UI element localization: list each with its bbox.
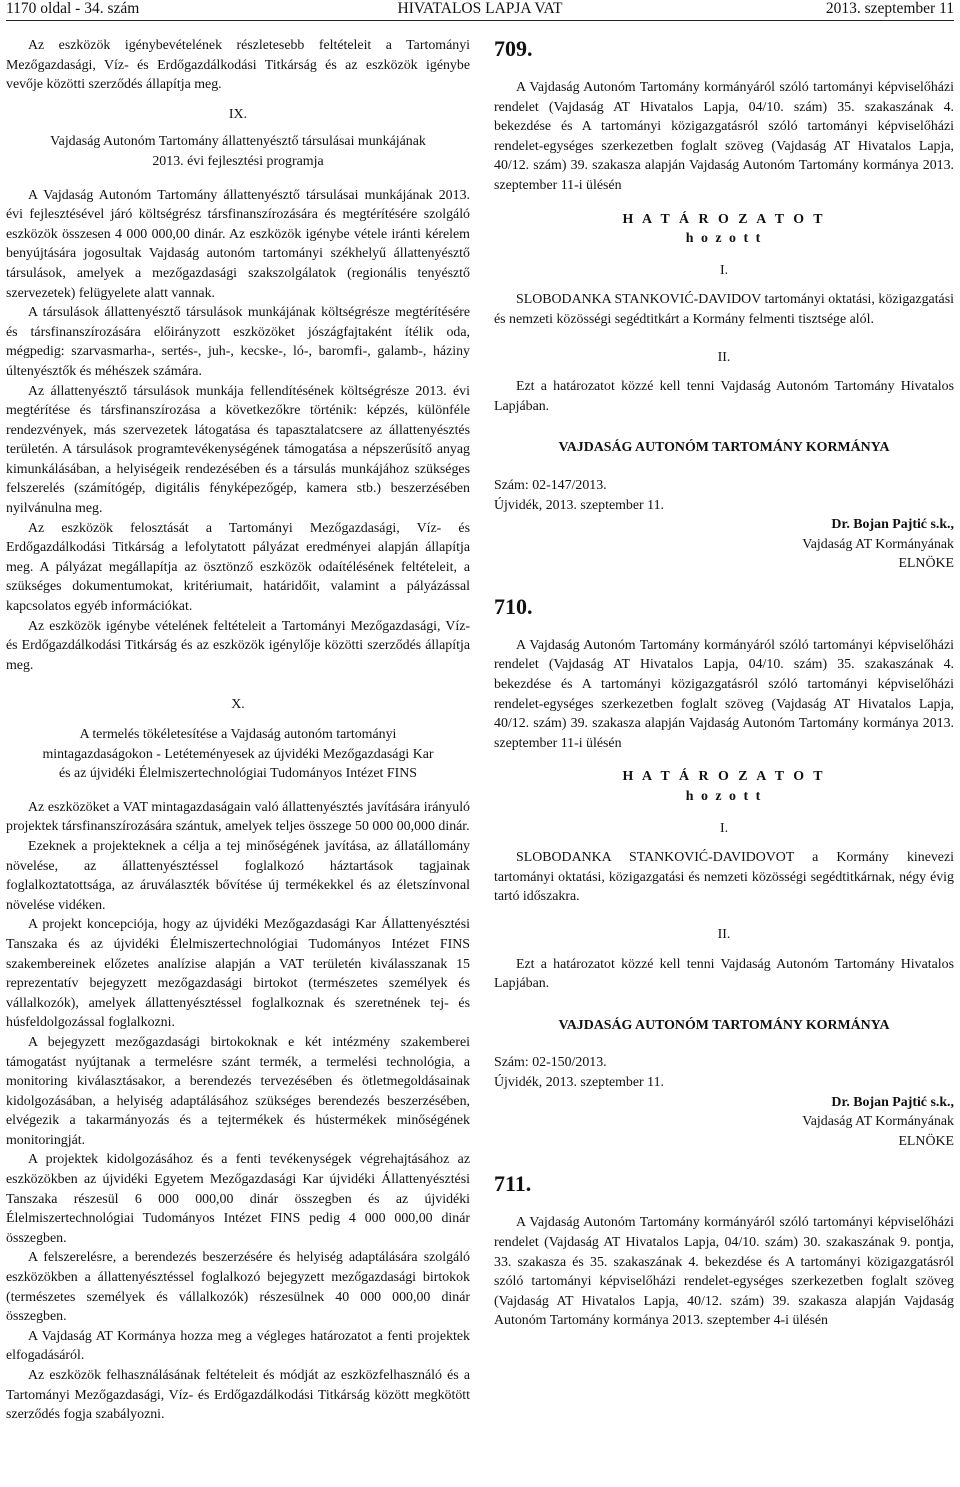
decree-710-signatory-title: ELNÖKE xyxy=(898,1133,954,1149)
decree-709-number: 709. xyxy=(494,36,533,61)
section-x-paragraph-1: Az eszközöket a VAT mintagazdaságain való állattenyésztés javítására irányuló projektek társfinanszírozására szántuk, amelyek teljes összege 50 000 00,000 dinár. xyxy=(6,799,470,835)
section-x-paragraph-3: A projekt koncepciója, hogy az újvidéki Mezőgazdasági Kar Állattenyésztési Tanszaka és az újvidéki Élelmiszertechnológiai Tudományos Intézet FINS szakembereinek előzetes analízise alapján a VAT területén kiválasszanak 15 reprezentatív bejegyzett mezőgazdasági birtokot (természetes személyek és vállalkozók), amelyek állattenyésztéssel foglalkoznak és szeretnének tej- és húsfeldolgozással foglalkozni. xyxy=(6,917,470,1031)
page-number: 1170 oldal - 34. szám xyxy=(6,0,140,17)
decree-710-signatory-role: Vajdaság AT Kormányának xyxy=(802,1114,954,1130)
intro-paragraph: Az eszközök igénybevételének részletesebb feltételeit a Tartományi Mezőgazdasági, Víz- és Erdőgazdálkodási Titkárság és az eszközök igénybe vevője közötti szerződés állapítja meg. xyxy=(6,38,470,93)
decree-709-preamble: A Vajdaság Autonóm Tartomány kormányáról szóló tartományi képviselőházi rendelet (Vajdaság AT Hivatalos Lapja, 04/10. szám) 35. szakaszának 4. bekezdése és A tartományi közigazgatásról szóló tartományi képviselőházi rendelet-egységes szerkezetben foglalt szöveg (Vajdaság AT Hivatalos Lapja, 40/12. szám) 39. szakasza alapján Vajdaság Autonóm Tartomány kormánya 2013. szeptember 11-i ülésén xyxy=(494,80,954,193)
decree-710-part-i-text: SLOBODANKA STANKOVIĆ-DAVIDOVOT a Kormány kinevezi tartományi oktatási, közigazgatási és nemzeti közösségi segédtitkárnak, négy évig tartó időszakra. xyxy=(494,850,954,905)
decree-709-part-i-number: I. xyxy=(719,262,729,278)
decree-710-part-ii-text: Ezt a határozatot közzé kell tenni Vajdaság Autonóm Tartomány Hivatalos Lapjában. xyxy=(494,956,954,992)
decree-710-preamble: A Vajdaság Autonóm Tartomány kormányáról szóló tartományi képviselőházi rendelet (Vajdaság AT Hivatalos Lapja, 04/10. szám) 35. szakaszának 4. bekezdése és A tartományi közigazgatásról szóló tartományi képviselőházi rendelet-egységes szerkezetben foglalt szöveg (Vajdaság AT Hivatalos Lapja, 40/12. szám) 39. szakasza alapján Vajdaság Autonóm Tartomány kormánya 2013. szeptember 11-i ülésén xyxy=(494,637,954,751)
decree-711-preamble: A Vajdaság Autonóm Tartomány kormányáról szóló tartományi képviselőházi rendelet (Vajdaság AT Hivatalos Lapja, 04/10. szám) 30. szakaszának 9. pontja, 33. szakasza és 35. szakaszának 4. bekezdése és A tartományi közigazgatásról szóló tartományi képviselőházi rendelet-egységes szerkezetben foglalt szöveg (Vajdaság AT Hivatalos Lapja, 40/12. szám) 39. szakasza alapján Vajdaság Autonóm Tartomány kormánya 2013. szeptember 4-i ülésén xyxy=(494,1215,954,1329)
decree-711-number: 711. xyxy=(494,1171,532,1197)
section-x-paragraph-6: A felszerelésre, a berendezés beszerzésére és helyiség adaptálására szolgáló eszközökben a állattenyésztéssel foglalkozó bejegyzett mezőgazdasági birtokok (természetes személyek és vállalkozók) részesülnek 40 000 000,00 dinár összegben. xyxy=(6,1250,470,1325)
decree-709-part-i-text: SLOBODANKA STANKOVIĆ-DAVIDOV tartományi oktatási, közigazgatási és nemzeti közösségi segédtitkárt a Kormány felmenti tisztsége alól. xyxy=(494,292,954,327)
section-x-paragraph-7: A Vajdaság AT Kormánya hozza meg a végleges határozatot a fenti projektek elfogadásáról. xyxy=(6,1328,470,1364)
section-ix-paragraph-4: Az eszközök felosztását a Tartományi Mezőgazdasági, Víz- és Erdőgazdálkodási Titkárság a lefolytatott pályázat eredményei alapján állapítja meg. A pályázat megállapítja az ösztönző eszközök odaítélésének feltételeit, a szükséges dokumentumokat, kritériumait, határidőit, valamint a pályázással kapcsolatos egyéb információkat. xyxy=(6,520,470,615)
section-ix-title-line-1: Vajdaság Autonóm Tartomány állattenyésztő társulásai munkájának xyxy=(50,134,426,150)
decree-710-place-date: Újvidék, 2013. szeptember 11. xyxy=(494,1074,664,1090)
section-x-paragraph-5: A projektek kidolgozásához és a fenti tevékenységek végrehajtásához az eszközökben az újvidéki Egyetem Mezőgazdasági Kar újvidéki Állattenyésztési Tanszaka részesül 6 000 000,00 dinár összegben és az újvidéki Élelmiszertechnológiai Tudományos Intézet FINS pedig 4 000 000,00 dinár összegben. xyxy=(6,1152,470,1246)
section-ix-title-line-2: 2013. évi fejlesztési programja xyxy=(152,153,324,169)
decree-710-number-ref: Szám: 02-150/2013. xyxy=(494,1055,607,1071)
section-ix-paragraph-3: Az állattenyésztő társulások munkája fellendítésének költségrésze 2013. évi megtérítése és társfinanszírozása a következőkre történik: képzés, különféle rendezvények, más szervezetek látogatása és tapasztalatcsere az állattenyésztés területén. A társulások programtevékenységének támogatása a népszerűsítő anyag kimunkálásában, a helyiségeik rendezésében és a társulás munkájához szükséges felszerelés (számítógép, digitális fényképezőgép, kamera stb.) beszerzésében nyilvánulna meg. xyxy=(6,383,470,517)
page-header xyxy=(6,0,954,21)
right-column xyxy=(494,36,954,1331)
decree-710-hozott: h o z o t t xyxy=(685,789,763,805)
decree-710-signatory-name: Dr. Bojan Pajtić s.k., xyxy=(831,1094,954,1110)
section-x-paragraph-2: Ezeknek a projekteknek a célja a tej minőségének javítása, az állatállomány növelése, az állattenyésztéssel foglalkozó háztartások tagjainak foglalkoztatottsága, az áruválaszték bővítése új termékekkel és az életszínvonal növelése vidéken. xyxy=(6,838,470,913)
section-x-paragraph-4: A bejegyzett mezőgazdasági birtokoknak e két intézmény szakemberei támogatást nyújtanak a termelésre szánt termék, a termelési technológia, a monitoring kiválasztásakor, a berendezés tervezésében és ötletmegoldásainak kidolgozásában, a helyiség adaptálásához szükséges berendezés beszerzésében, elvégezik a takarmányozás és a tejtermékek és hústermékek minőségének monitoringját. xyxy=(6,1034,470,1148)
section-ix-paragraph-2: A társulások állattenyésztő társulások munkájának költségrésze megtérítésére és társfinanszírozására előirányzott eszközöket jószágfajtaként ítélik oda, mégpedig: szarvasmarha-, sertés-, juh-, kecske-, ló-, baromfi-, galamb-, háziny últenyésztők és méhészek számára. xyxy=(6,305,470,379)
decree-710-government: VAJDASÁG AUTONÓM TARTOMÁNY KORMÁNYA xyxy=(558,1017,890,1033)
decree-709-part-ii-text: Ezt a határozatot közzé kell tenni Vajdaság Autonóm Tartomány Hivatalos Lapjában. xyxy=(494,379,954,414)
decree-709-place-date: Újvidék, 2013. szeptember 11. xyxy=(494,497,664,513)
section-ix-number: IX. xyxy=(228,106,248,122)
decree-709-part-ii-number: II. xyxy=(717,349,731,365)
section-ix-paragraph-1: A Vajdaság Autonóm Tartomány állattenyésztő társulásai munkájának 2013. évi fejlesztésével járó költségrész társfinanszírozására és megtérítésére szolgáló eszközök összesen 4 000 000,00 dinár. Az eszközök igénybe vétele iránti kérelem benyújtására jogosultak Vajdaság autonóm tartományi székhelyű állattenyésztő társulások, amelyek a mezőgazdasági szakszolgálatok (regionális tenyésztő szervezetek) felügyelete alatt vannak. xyxy=(6,187,470,301)
section-x-number: X. xyxy=(231,697,245,713)
decree-709-signatory-role: Vajdaság AT Kormányának xyxy=(802,536,954,552)
decree-710-number: 710. xyxy=(494,593,533,619)
section-x-paragraph-8: Az eszközök felhasználásának feltételeit és módját az eszközfelhasználó és a Tartományi Mezőgazdasági, Víz- és Erdőgazdálkodási Titkárság között megkötött szerződés fogja szabályozni. xyxy=(6,1368,470,1423)
section-x-title-line-3: és az újvidéki Élelmiszertechnológiai Tudományos Intézet FINS xyxy=(58,766,417,782)
publication-title: HIVATALOS LAPJA VAT xyxy=(397,0,563,17)
decree-710-part-i-number: I. xyxy=(719,820,729,836)
section-x-title-line-2: mintagazdaságokon - Letéteményesek az újvidéki Mezőgazdasági Kar xyxy=(42,746,434,762)
decree-710-part-ii-number: II. xyxy=(717,927,731,942)
decree-710-heading: H A T Á R O Z A T O T xyxy=(622,769,826,785)
left-column xyxy=(6,36,470,1425)
decree-709-signatory-name: Dr. Bojan Pajtić s.k., xyxy=(831,517,954,533)
decree-709-government: VAJDASÁG AUTONÓM TARTOMÁNY KORMÁNYA xyxy=(558,440,890,456)
issue-date: 2013. szeptember 11 xyxy=(825,0,954,17)
section-ix-paragraph-5: Az eszközök igénybe vételének feltételeit a Tartományi Mezőgazdasági, Víz- és Erdőgazdálkodási Titkárság és az eszközök igénylője közötti szerződés állapítja meg. xyxy=(6,618,470,673)
decree-709-signatory-title: ELNÖKE xyxy=(898,556,954,572)
decree-709-hozott: h o z o t t xyxy=(685,231,763,247)
decree-709-number-ref: Szám: 02-147/2013. xyxy=(494,477,607,493)
section-x-title-line-1: A termelés tökéletesítése a Vajdaság autonóm tartományi xyxy=(79,727,397,742)
decree-709-heading: H A T Á R O Z A T O T xyxy=(622,211,826,227)
